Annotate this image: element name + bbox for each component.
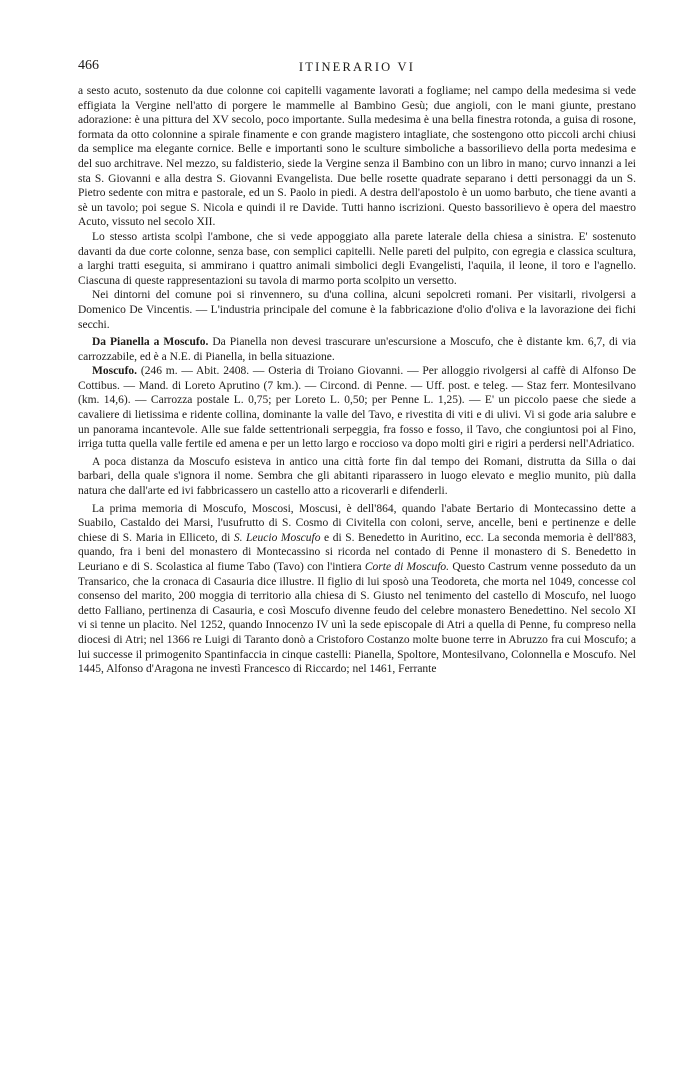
- paragraph-history: [78, 502, 636, 677]
- paragraph-text: A poca distanza da Moscufo esisteva in antico una città forte fin dal tempo dei Romani, distrutta da Silla o dai barbari, della quale s'ignora il nome. Sembra che gli abitanti riparassero in luogo elevato e meglio munito, più dalla natura che dall'arte ed ivi fabbricassero un castello atto a ricoverarli e difenderli.: [78, 455, 636, 498]
- italic-place-name: Corte di Moscufo.: [364, 561, 450, 573]
- italic-place-name: S. Leucio Moscufo: [233, 531, 321, 544]
- place-heading: Moscufo.: [92, 365, 138, 378]
- paragraph-text: Nei dintorni del comune poi si rinvennero, su d'una collina, alcuni sepolcreti romani. Per visitarli, rivolgersi a Domenico De Vincentis. — L'industria principale del comune è la fabbricazione d'olio d'oliva e la lavorazione dei fichi secchi.: [78, 289, 636, 331]
- body-text: [78, 84, 636, 677]
- paragraph-ambone: [78, 230, 636, 288]
- paragraph-text: Da Pianella non devesi trascurare un'escursione a Moscufo, che è distante km. 6,7, di via carrozzabile, ed è a N.E. di Pianella, in bella situazione.: [78, 336, 637, 363]
- paragraph-text: a sesto acuto, sostenuto da due colonne coi capitelli vagamente lavorati a fogliame; nel campo della medesima si vede effigiata la Vergine nell'atto di porgere le mammelle al Bambino Gesù; due angioli, con le mani giunte, prestano adorazione: è una pittura del XV secolo, poco importante. Sulla medesima è una bella finestra rotonda, a guisa di rosone, formata da otto colonnine a spirale finamente e con grande magistero intagliate, che sostengono otto piccoli archi chiusi da semplice ma elegante cornice. Belle e importanti sono le sculture simboliche a bassorilievo della porta medesima e del suo architrave. Nel mezzo, su faldisterio, siede la Vergine senza il Bambino con un libro in mano; curvo innanzi a lei sta S. Giovanni e alla destra S. Giovanni Evangelista. Due belle rosette quadrate separano i detti personaggi da un S. Pietro sedente con mitra e pastorale, ed un S. Paolo in piedi. A destra dell'apostolo è un uomo barbuto, che tiene avanti a sè un tavolo; poi segue S. Nicola e quindi il re Davide. Tutti hanno iscrizioni. Questo bassorilievo è opera del maestro Acuto, vissuto nel secolo XII.: [78, 85, 636, 229]
- section-heading: Da Pianella a Moscufo.: [92, 336, 209, 349]
- running-head: [78, 56, 636, 78]
- book-page: [78, 56, 636, 677]
- paragraph-moscufo-info: [78, 364, 636, 452]
- paragraph-text: Lo stesso artista scolpì l'ambone, che si vede appoggiato alla parete laterale della chiesa a sinistra. E' sostenuto davanti da due corte colonne, senza base, con semplici capitelli. Nelle pareti del pulpito, con egregia e classica scultura, a larghi tratti eseguita, si ammirano i quattro animali simbolici degli Evangelisti, l'aquila, il leone, il toro e l'agnello. Ciascuna di queste rappresentazioni su tavola di marmo porta scolpito un versetto.: [78, 230, 636, 287]
- paragraph-surroundings: [78, 288, 636, 332]
- paragraph-text: La prima memoria di Moscufo, Moscosi, Moscusi, è dell'864, quando l'abate Bertario di Montecassino dette a Suabilo, Castaldo dei Marsi, l'usufrutto di S. Cosmo di Civitella con coloni, serve, ancelle, beni e pertinenze e delle chiese di S. Maria in Elliceto, di: [78, 502, 636, 544]
- paragraph-text: Questo Castrum venne posseduto da un Transarico, che la cronaca di Casauria dice illustre. Il figlio di lui sposò una Teodoreta, che morta nel 1049, concesse col consenso del marito, 200 moggia di territorio alla chiesa di S. Giusto nel tenimento del castello di Moscufo, nel luogo detto Falliano, pertinenza di Casauria, e così Moscufo divenne feudo del celebre monastero Benedettino. Nel secolo XI vi si tenne un placito. Nel 1252, quando Innocenzo IV unì la sede episcopale di Atri a quella di Penne, fu compreso nella diocesi di Atri; nel 1366 re Luigi di Taranto donò a Cristoforo Costanzo molte buone terre in Abruzzo fra cui Moscufo; a lui successe il primogenito Spantinfaccia in cinque castelli: Pianella, Spoltore, Montesilvano, Colonnella e Moscufo. Nel 1445, Alfonso d'Aragona ne investì Francesco di Riccardo; nel 1461, Ferrante: [78, 561, 637, 676]
- running-title: ITINERARIO VI: [298, 60, 416, 74]
- paragraph-portal-description: [78, 84, 636, 230]
- paragraph-text: e di S. Benedetto in Auritino, ecc. La seconda memoria è dell'883, quando, fra i beni del monastero di Montecassino si ricorda nel contado di Penne il monastero di S. Benedetto in Leuriano e di S. Scolastica al fiume Tabo (Tavo) con l'intiera: [78, 531, 637, 573]
- page-number: 466: [78, 58, 99, 73]
- paragraph-pianella-to-moscufo: [78, 335, 636, 364]
- paragraph-text: (246 m. — Abit. 2408. — Osteria di Troiano Giovanni. — Per alloggio rivolgersi al caffè di Alfonso De Cottibus. — Mand. di Loreto Aprutino (7 km.). — Circond. di Penne. — Uff. post. e teleg. — Staz ferr. Montesilvano (km. 14,6). — Carrozza postale L. 0,75; per Loreto L. 0,50; per Penne L. 1,25). — E' un piccolo paese che siede a cavaliere di lietissima e ridente collina, dominante la valle del Tavo, e rivestita di viti e di ulivi. Vi si gode aria salubre e un panorama incantevole. Alle sue falde settentrionali serpeggia, fra fosso e fosso, il Tavo, che congiuntosi poi al Fino, irriga tutta quella valle fertile ed amena e per un letto largo e roccioso va dopo molti giri e rigiri a perdersi nell'Adriatico.: [78, 365, 636, 451]
- paragraph-ancient-city: [78, 455, 636, 499]
